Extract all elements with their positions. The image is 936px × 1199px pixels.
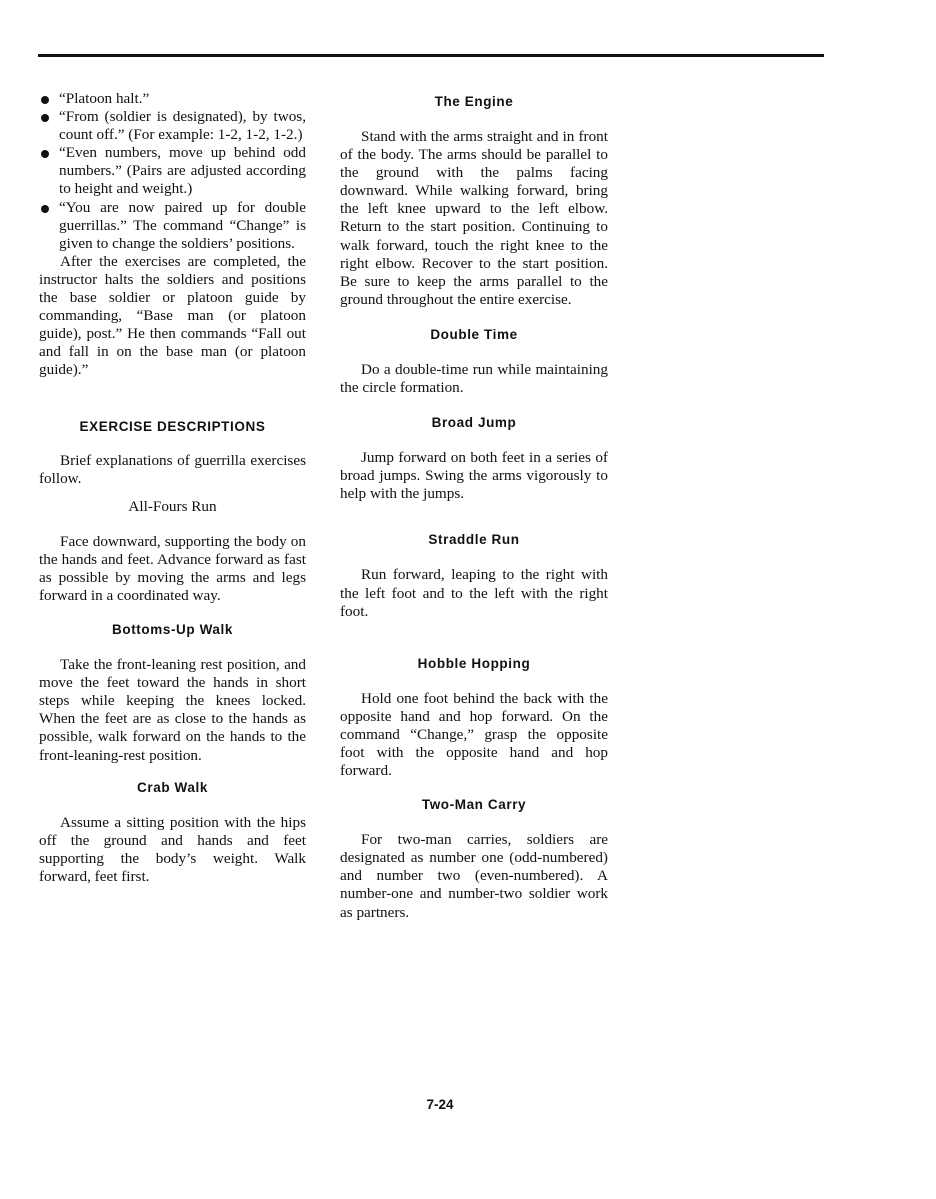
two-man-carry-heading: Two-Man Carry bbox=[421, 797, 527, 813]
all-fours-run-text: Face downward, supporting the body on the hands and feet. Advance forward as fast as possible by moving the arms and legs forward in a coordinated way. bbox=[39, 532, 306, 604]
command-list bbox=[39, 90, 306, 253]
crab-walk-heading: Crab Walk bbox=[137, 779, 208, 795]
list-item: “Even numbers, move up behind odd numbers.” (Pairs are adjusted according to height and weight.) bbox=[39, 144, 306, 198]
exercise-descriptions-heading: EXERCISE DESCRIPTIONS bbox=[79, 418, 266, 434]
straddle-run-text: Run forward, leaping to the right with the left foot and to the left with the right foot. bbox=[340, 566, 608, 620]
hobble-hopping-text: Hold one foot behind the back with the opposite hand and hop forward. On the command “Change,” grasp the opposite foot with the opposite hand and hop forward. bbox=[340, 689, 608, 780]
double-time-text: Do a double-time run while maintaining the circle formation. bbox=[340, 360, 608, 397]
list-item: “From (soldier is designated), by twos, count off.” (For example: 1-2, 1-2, 1-2.) bbox=[39, 108, 306, 144]
top-rule bbox=[38, 54, 824, 57]
broad-jump-text: Jump forward on both feet in a series of broad jumps. Swing the arms vigorously to help with the jumps. bbox=[340, 449, 608, 503]
after-exercises-paragraph: After the exercises are completed, the instructor halts the soldiers and positions the base soldier or platoon guide by commanding, “Base man (or platoon guide), post.” He then commands “Fall out and fall in on the base man (or platoon guide).” bbox=[39, 252, 306, 379]
two-man-carry-text: For two-man carries, soldiers are designated as number one (odd-numbered) and number two (even-numbered). A number-one and number-two soldier work as partners. bbox=[340, 831, 608, 921]
left-column bbox=[39, 90, 306, 886]
engine-heading: The Engine bbox=[434, 94, 514, 109]
right-column bbox=[340, 90, 608, 922]
bottoms-up-walk-text: Take the front-leaning rest position, and move the feet toward the hands in short steps while keeping the knees locked. When the feet are as close to the hands as possible, walk forward on the hands to the front-leaning-rest position. bbox=[39, 656, 306, 764]
exercise-intro-paragraph: Brief explanations of guerrilla exercises follow. bbox=[39, 451, 306, 487]
straddle-run-heading: Straddle Run bbox=[428, 532, 520, 548]
broad-jump-heading: Broad Jump bbox=[431, 415, 517, 431]
bottoms-up-walk-heading: Bottoms-Up Walk bbox=[112, 622, 233, 638]
engine-text: Stand with the arms straight and in front of the body. The arms should be parallel to the ground with the palms facing downward. While walking forward, bring the left knee upward to the left elbow. Return to the start position. Continuing to walk forward, touch the right knee to the right elbow. Recover to the start position. Be sure to keep the arms parallel to the ground throughout the entire exercise. bbox=[340, 128, 608, 308]
crab-walk-text: Assume a sitting position with the hips off the ground and hands and feet supporting the body’s weight. Walk forward, feet first. bbox=[39, 813, 306, 885]
double-time-heading: Double Time bbox=[430, 326, 518, 342]
hobble-hopping-heading: Hobble Hopping bbox=[417, 655, 531, 671]
all-fours-run-heading: All-Fours Run bbox=[128, 497, 217, 515]
list-item: “Platoon halt.” bbox=[39, 90, 306, 108]
page-number: 7-24 bbox=[426, 1097, 454, 1112]
list-item: “You are now paired up for double guerrillas.” The command “Change” is given to change the soldiers’ positions. bbox=[39, 199, 306, 253]
